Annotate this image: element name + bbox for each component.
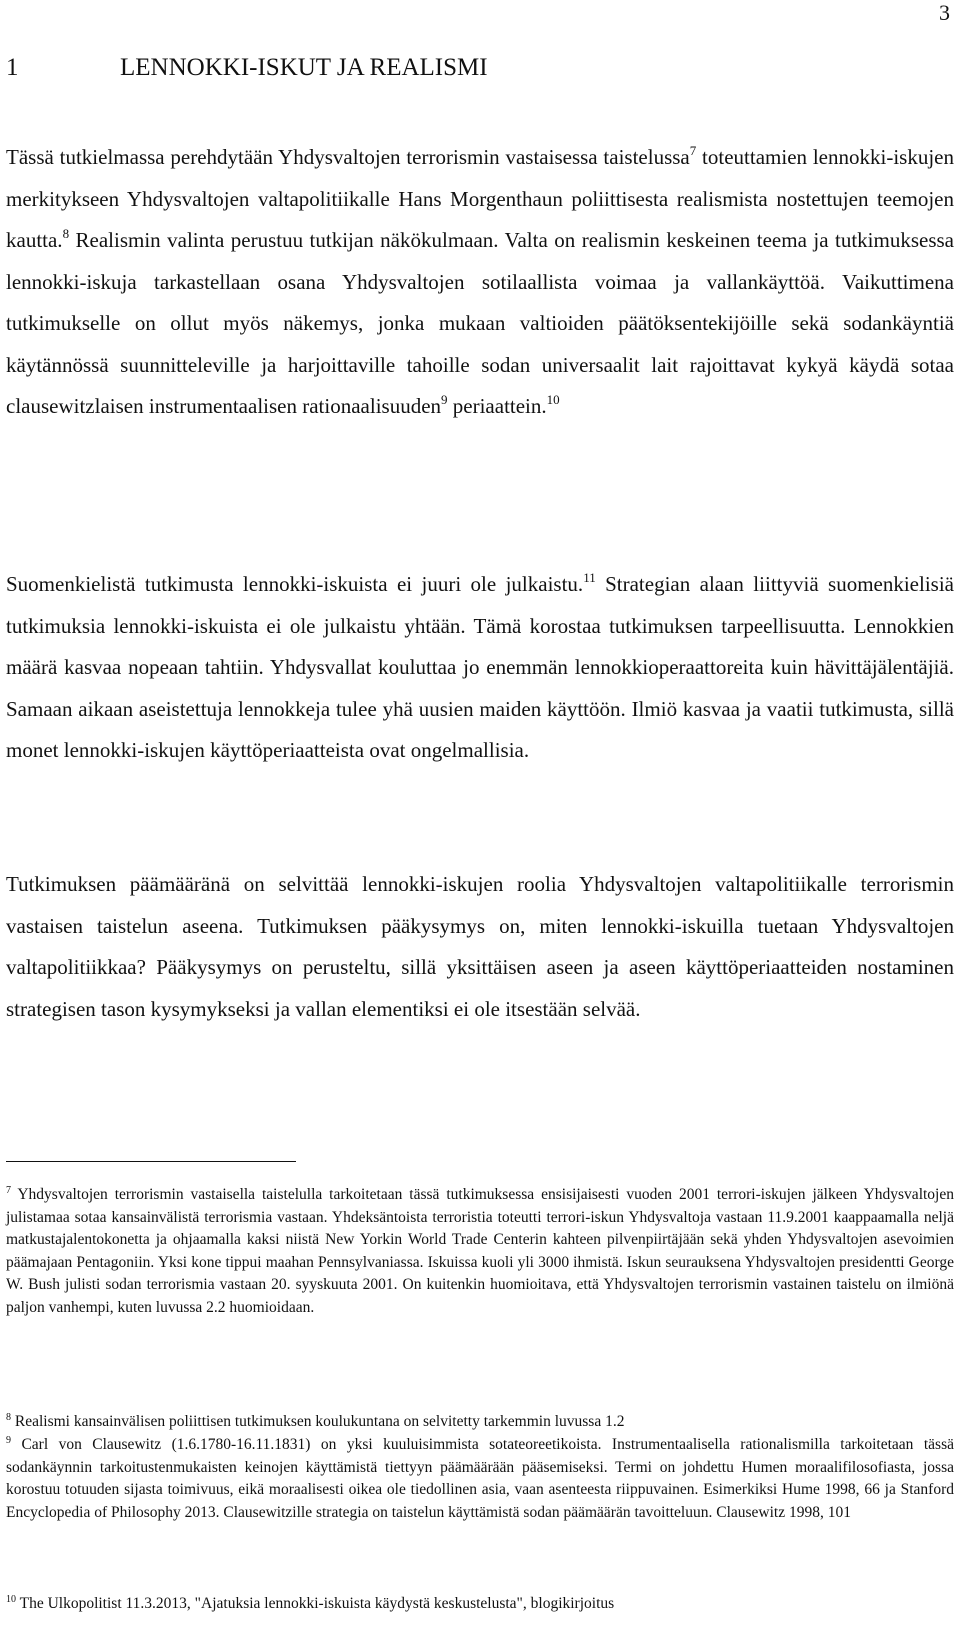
footnote-text: Carl von Clausewitz (1.6.1780-16.11.1831) on yksi kuuluisimmista sotateoreetikoista. Instrumentaalisella rationalismilla tarkoitetaan tässä sodankäynnin tarkoitustenmukaisten keinojen käyttämistä tiettyyn päämäärään pääsemiseksi. Termi on johdettu Humen moraalifilosofiasta, jossa korostuu totuuden sijasta toimivuus, eikä moraalisesti oikea ole tiedollinen asia, vaan asenteesta riippuvainen. Esimerkiksi Hume 1998, 66 ja Stanford Encyclopedia of Philosophy 2013. Clausewitzille strategia on taistelun käyttämistä sodan päämäärän tavoitteluun. Clausewitz 1998, 101 (6, 1436, 954, 1521)
footnote-ref-11: 11 (583, 570, 596, 585)
body-paragraph (6, 564, 954, 772)
chapter-heading (6, 54, 488, 82)
footnote (6, 1184, 954, 1320)
footnote-mark: 8 (6, 1412, 11, 1423)
footnote-separator (6, 1161, 296, 1162)
paragraph-text: Strategian alaan liittyviä suomenkielisiä tutkimuksia lennokki-iskuista ei ole julkaistu yhtään. Tämä korostaa tutkimuksen tarpeellisuutta. Lennokkien määrä kasvaa nopeaan tahtiin. Yhdysvallat kouluttaa jo enemmän lennokkioperaattoreita kuin hävittäjälentäjiä. Samaan aikaan aseistettuja lennokkeja tulee yhä uusien maiden käyttöön. Ilmiö kasvaa ja vaatii tutkimusta, sillä monet lennokki-iskujen käyttöperiaatteista ovat ongelmallisia. (6, 572, 955, 762)
footnote-ref-8: 8 (62, 226, 70, 241)
footnote-ref-9: 9 (441, 392, 448, 407)
footnote-text: Yhdysvaltojen terrorismin vastaisella taistelulla tarkoitetaan tässä tutkimuksessa ensisijaisesti vuoden 2001 terrori-iskujen jälkeen Yhdysvaltojen julistamaa sotaa kansainvälistä terrorismia vastaan. Yhdeksäntoista terroristia toteutti terrori-iskun Yhdysvaltoja vastaan 11.9.2001 kaappaamalla neljä matkustajalentokonetta ja ohjaamalla kaksi niistä New Yorkin World Trade Centerin kahteen pilvenpiirtäjään sekä yhden Yhdysvaltojen asevoimien päämajaan Pentagoniin. Yksi kone tippui maahan Pennsylvaniassa. Iskuissa kuoli yli 3000 ihmistä. Iskun seurauksena Yhdysvaltojen presidentti George W. Bush julisti sodan terrorismia vastaan 20. syyskuuta 2001. On kuitenkin huomioitava, että Yhdysvaltojen terrorismin vastainen taistelu on ilmiönä paljon vanhempi, kuten luvussa 2.2 huomioidaan. (6, 1186, 954, 1316)
paragraph-text: Tässä tutkielmassa perehdytään Yhdysvaltojen terrorismin vastaisessa taistelussa (6, 145, 690, 169)
footnote-text: The Ulkopolitist 11.3.2013, "Ajatuksia lennokki-iskuista käydystä keskustelusta", blogikirjoitus (16, 1595, 615, 1612)
footnote (6, 1411, 954, 1434)
paragraph-text: Realismin valinta perustuu tutkijan näkökulmaan. Valta on realismin keskeinen teema ja tutkimuksessa lennokki-iskuja tarkastellaan osana Yhdysvaltojen sotilaallista voimaa ja vallankäyttöä. Vaikuttimena tutkimukselle on ollut myös näkemys, jonka mukaan valtioiden päätöksentekijöille sekä sodankäyntiä käytännössä suunnitteleville ja harjoittaville tahoille sodan universaalit lait rajoittavat kykyä käydä sotaa clausewitzlaisen instrumentaalisen rationaalisuuden (6, 228, 954, 418)
paragraph-text: Tutkimuksen päämääränä on selvittää lennokki-iskujen roolia Yhdysvaltojen valtapolitiikalle terrorismin vastaisen taistelun aseena. Tutkimuksen pääkysymys on, miten lennokki-iskuilla tuetaan Yhdysvaltojen valtapolitiikkaa? Pääkysymys on perusteltu, sillä yksittäisen aseen ja aseen käyttöperiaatteiden nostaminen strategisen tason kysymykseksi ja vallan elementiksi ei ole itsestään selvää. (6, 872, 954, 1021)
paragraph-text: periaattein. (447, 394, 547, 418)
footnote-mark: 9 (6, 1435, 11, 1446)
paragraph-text: Suomenkielistä tutkimusta lennokki-iskuista ei juuri ole julkaistu. (6, 572, 584, 596)
body-paragraph (6, 137, 954, 428)
chapter-title: LENNOKKI-ISKUT JA REALISMI (120, 54, 488, 81)
footnote (6, 1434, 954, 1524)
paragraph-text: toteuttamien lennokki-iskujen merkitykseen Yhdysvaltojen valtapolitiikalle Hans Morgenthaun poliittisesta realismista nostettujen teemojen kautta. (6, 145, 954, 252)
footnote-mark: 7 (6, 1185, 11, 1196)
body-paragraph (6, 864, 954, 1030)
footnote-text: Realismi kansainvälisen poliittisen tutkimuksen koulukuntana on selvitetty tarkemmin luvussa 1.2 (11, 1413, 625, 1430)
page-number: 3 (939, 0, 950, 25)
footnote-ref-10: 10 (546, 392, 560, 407)
footnote-ref-7: 7 (689, 143, 697, 158)
footnote-mark: 10 (6, 1594, 16, 1605)
chapter-number: 1 (6, 54, 19, 81)
footnote (6, 1593, 954, 1616)
